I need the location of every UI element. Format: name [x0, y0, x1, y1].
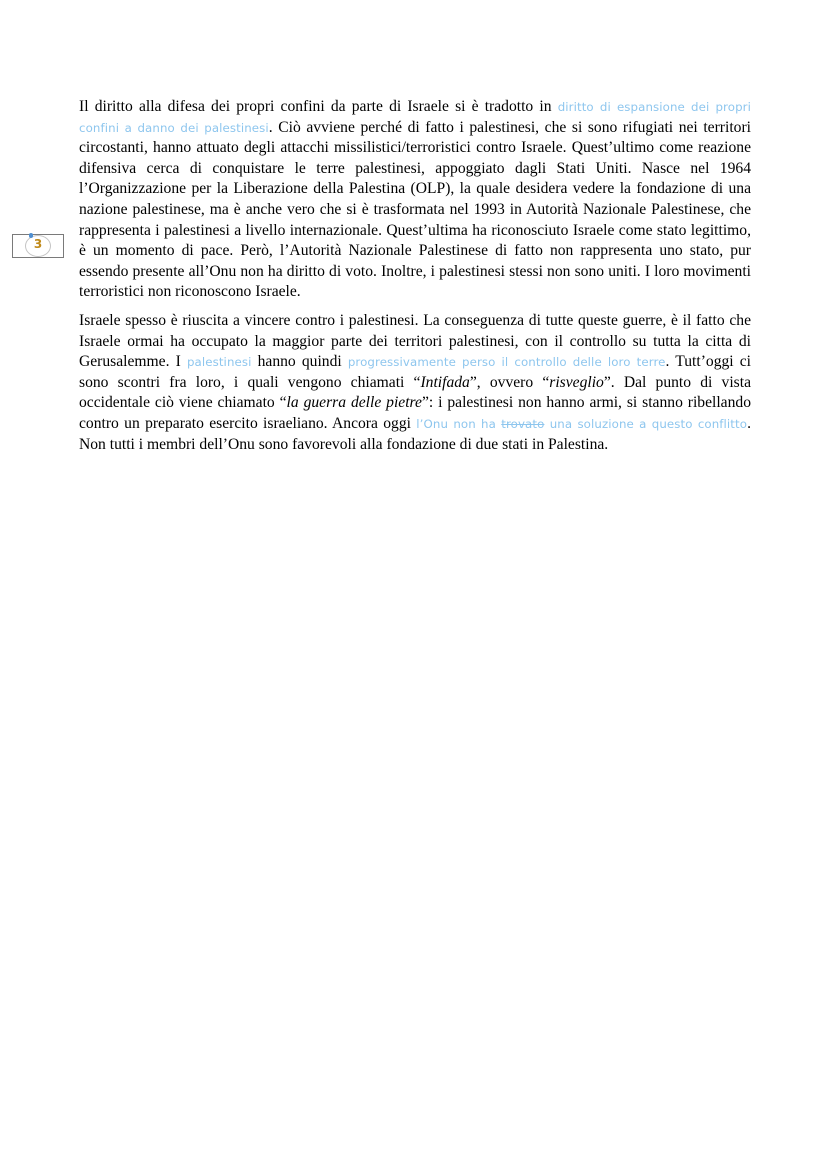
paragraph-2-text-4: ”, ovvero “ — [469, 373, 550, 391]
paragraph-1-text-2: . Ciò avviene perché di fatto i palestinesi, che si sono rifugiati nei territori circostanti, hanno attuato degli attacchi missilistici/terroristici contro Israele. Quest’ultimo come reazione difensiva cerca di conquistare le terre palestinesi, appoggiato dagli Stati Uniti. Nasce nel 1964 l’Organizzazione per la Liberazione della Palestina (OLP), la quale desidera vedere la fondazione di una nazione palestinese, ma è anche vero che si è trasformata nel 1993 in Autorità Nazionale Palestinese, che rappresenta i palestinesi a livello internazionale. Quest’ultima ha riconosciuto Israele come stato legittimo, è un momento di pace. Però, l’Autorità Nazionale Palestinese di fatto non rappresenta uno stato, pur essendo presente all’Onu non ha diritto di voto. Inoltre, i palestinesi stessi non sono uniti. I loro movimenti terroristici non riconoscono Israele. — [79, 118, 751, 301]
paragraph-2-text-3: . Tutt’oggi ci sono scontri fra loro, i quali vengono chiamati “ — [79, 353, 751, 391]
paragraph-1-text-1: Il diritto alla difesa dei propri confini da parte di Israele si è tradotto in — [79, 98, 558, 115]
page-number: 3 — [33, 237, 43, 251]
paragraph-2-text-1: Israele spesso è riuscita a vincere contro i palestinesi. La conseguenza di tutte queste guerre, è il fatto che Israele ormai ha occupato la maggior parte dei territori palestinesi, con il controllo su tutta la citta di Gerusalemme. I — [79, 311, 751, 371]
handwritten-highlight-lost-control: progressivamente perso il controllo delle loro terre — [347, 355, 666, 370]
italic-risveglio: risveglio — [549, 373, 604, 391]
paragraph-2-text-6: ”: i palestinesi non hanno armi, si stanno ribellando contro un preparato esercito israeliano. Ancora oggi — [79, 394, 751, 432]
handwritten-highlight-onu-a: l’Onu non ha — [416, 416, 502, 431]
handwritten-highlight-onu-c: una soluzione a questo conflitto — [544, 416, 748, 431]
paragraph-2-text-2: hanno quindi — [251, 353, 348, 371]
page-number-box — [12, 234, 64, 258]
italic-guerra-pietre: la guerra delle pietre — [286, 394, 422, 412]
handwritten-highlight-palestinesi: palestinesi — [186, 355, 252, 370]
italic-intifada: Intifada — [420, 373, 470, 391]
paragraph-2-text-5: ”. Dal punto di vista occidentale ciò viene chiamato “ — [79, 373, 751, 412]
paragraph-2-text-7: . Non tutti i membri dell’Onu sono favorevoli alla fondazione di due stati in Palestina. — [79, 414, 751, 453]
handwritten-highlight-expansion: diritto di espansione dei propri confini a danno dei palestinesi — [79, 100, 751, 135]
paragraph-1 — [79, 97, 751, 303]
handwritten-highlight-onu-strike: trovato — [501, 416, 545, 431]
paragraph-2 — [79, 311, 751, 455]
body-text — [79, 97, 751, 463]
